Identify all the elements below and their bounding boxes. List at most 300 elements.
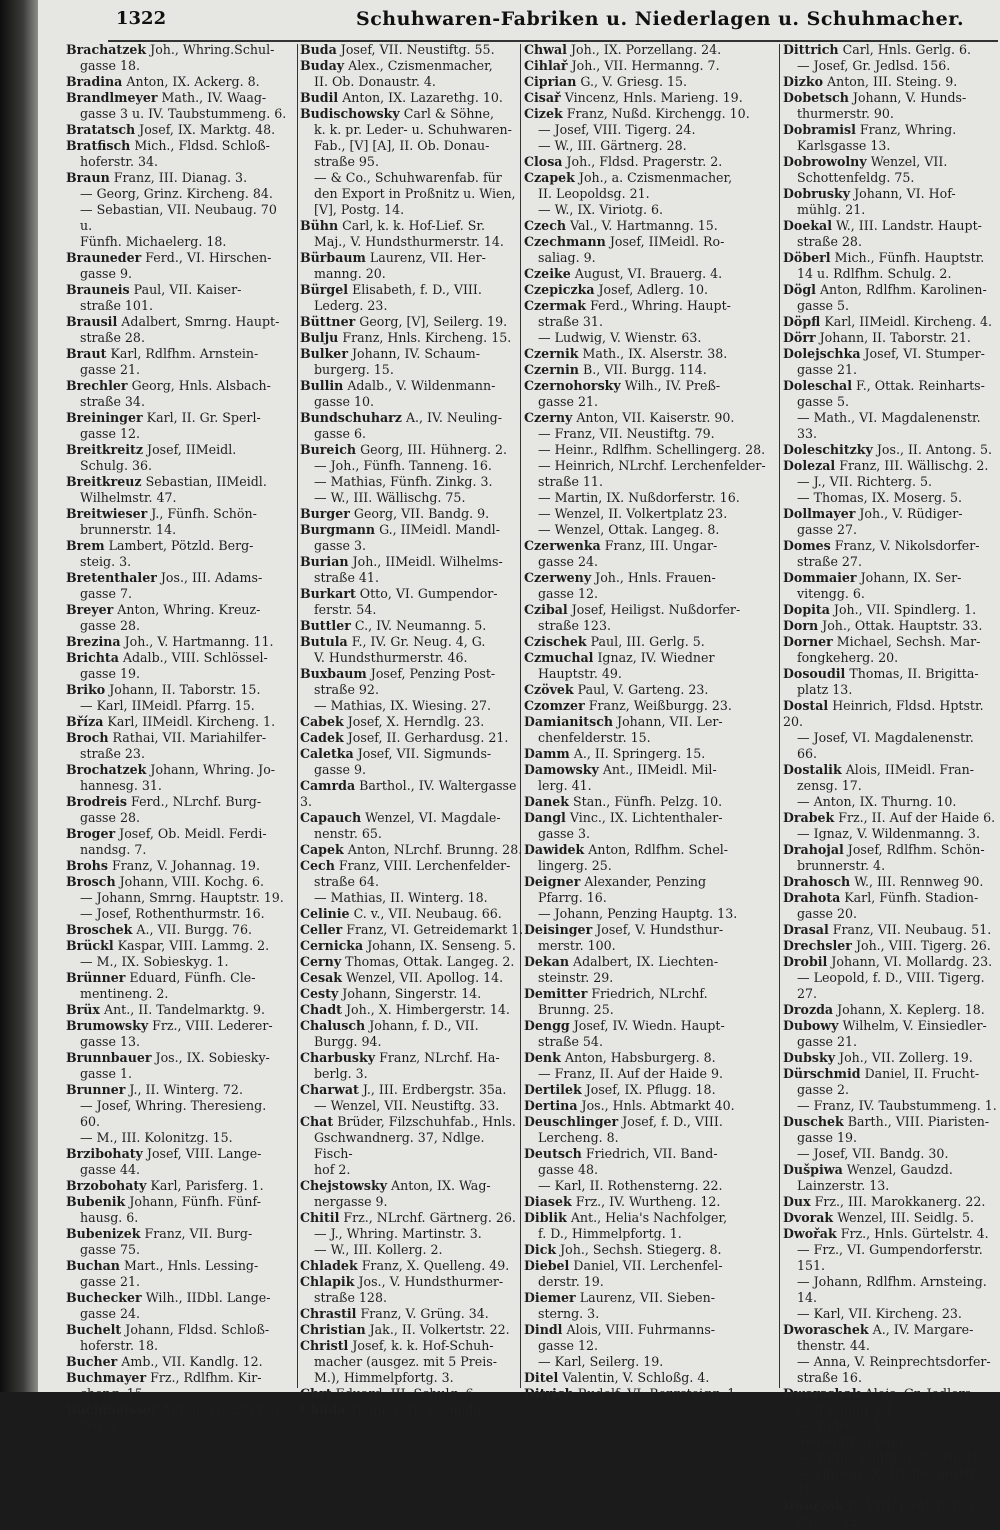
directory-entry bbox=[524, 266, 774, 282]
entry-text: — J., VII. Richterg. 5. bbox=[797, 474, 933, 489]
directory-entry bbox=[300, 1258, 524, 1274]
entry-text: straße 23. bbox=[80, 746, 145, 761]
entry-text: zyg. 21. bbox=[80, 1418, 130, 1433]
directory-entry bbox=[524, 282, 774, 298]
entry-continuation bbox=[66, 522, 290, 538]
entry-text: thenstr. 44. bbox=[797, 1338, 870, 1353]
entry-surname: Chlapik bbox=[300, 1274, 355, 1289]
directory-entry bbox=[66, 442, 290, 458]
directory-entry bbox=[524, 682, 774, 698]
entry-surname: Czibal bbox=[524, 602, 568, 617]
entry-text: gasse 21. bbox=[538, 394, 598, 409]
entry-surname: Czernik bbox=[524, 346, 579, 361]
entry-text: Franz, Whring. bbox=[859, 122, 957, 137]
entry-text: sterng. 3. bbox=[538, 1306, 600, 1321]
entry-text: — W., IX. Viriotg. 6. bbox=[538, 202, 663, 217]
entry-continuation bbox=[66, 298, 290, 314]
entry-continuation bbox=[524, 778, 774, 794]
entry-text: gasse 1. bbox=[80, 1066, 132, 1081]
entry-text: — Vincenz, X. Himbergerstr. 103. bbox=[797, 1466, 980, 1497]
entry-text: Anton, Habsburgerg. 8. bbox=[564, 1050, 716, 1065]
entry-continuation bbox=[524, 202, 774, 218]
entry-continuation bbox=[783, 906, 997, 922]
directory-entry bbox=[66, 410, 290, 426]
entry-text: Burgg. 94. bbox=[314, 1034, 382, 1049]
directory-entry bbox=[300, 506, 524, 522]
entry-text: Stan., Fünfh. Pelzg. 10. bbox=[573, 794, 723, 809]
entry-text: Alois, Gr. Jedlers- bbox=[864, 1386, 976, 1401]
entry-continuation bbox=[66, 1386, 290, 1402]
entry-surname: Drechsler bbox=[783, 938, 852, 953]
entry-surname: Dorner bbox=[783, 634, 833, 649]
directory-entry bbox=[783, 1322, 997, 1338]
entry-text: Josef, IX. Marktg. 48. bbox=[139, 122, 276, 137]
entry-text: Anton, III. Steing. 9. bbox=[827, 74, 958, 89]
directory-entry bbox=[783, 762, 997, 778]
directory-entry bbox=[300, 618, 524, 634]
entry-surname: Duschek bbox=[783, 1114, 844, 1129]
entry-text: Schulg. 36. bbox=[80, 458, 153, 473]
directory-entry bbox=[66, 1370, 290, 1386]
entry-text: — Karl, IIMeidl. Pfarrg. 15. bbox=[80, 698, 255, 713]
directory-entry bbox=[66, 714, 290, 730]
entry-text: Franz, III. Dianag. 3. bbox=[113, 170, 248, 185]
entry-text: Johann, II. Taborstr. 21. bbox=[819, 330, 971, 345]
entry-text: Franz, III. Wällischg. 2. bbox=[839, 458, 989, 473]
entry-continuation bbox=[300, 1194, 524, 1210]
entry-text: Johann, Fldsd. Schloß- bbox=[125, 1322, 270, 1337]
entry-text: Mart., Hnls. Lessing- bbox=[123, 1258, 259, 1273]
directory-entry bbox=[300, 1178, 524, 1194]
entry-continuation bbox=[524, 506, 774, 522]
entry-surname: Cabek bbox=[300, 714, 344, 729]
entry-surname: Dolezal bbox=[783, 458, 836, 473]
entry-text: Lercheng. 8. bbox=[538, 1130, 619, 1145]
entry-continuation bbox=[300, 1162, 524, 1178]
entry-text: M.), Himmelpfortg. 3. bbox=[314, 1370, 454, 1385]
entry-continuation bbox=[783, 1242, 997, 1274]
entry-surname: Breitkreitz bbox=[66, 442, 144, 457]
entry-text: Karl, Parisferg. 1. bbox=[150, 1178, 264, 1193]
directory-entry bbox=[300, 858, 524, 874]
entry-text: Franz, VII. Burg- bbox=[144, 1226, 253, 1241]
entry-text: Wenzel, III. Seidlg. 5. bbox=[837, 1210, 975, 1225]
entry-surname: Brezina bbox=[66, 634, 121, 649]
entry-surname: Drahota bbox=[783, 890, 841, 905]
entry-continuation bbox=[66, 1034, 290, 1050]
entry-text: Otto, VI. Gumpendor- bbox=[359, 586, 498, 601]
entry-continuation bbox=[66, 1306, 290, 1322]
entry-continuation bbox=[524, 1274, 774, 1290]
entry-surname: Capauch bbox=[300, 810, 362, 825]
entry-surname: Bratfisch bbox=[66, 138, 131, 153]
entry-text: Georg, [V], Seilerg. 19. bbox=[359, 314, 508, 329]
directory-entry bbox=[783, 538, 997, 554]
entry-text: — Ignaz, V. Wildenmanng. 3. bbox=[797, 826, 980, 841]
entry-text: — Johann, Penzing Hauptg. 13. bbox=[538, 906, 738, 921]
entry-surname: Dertilek bbox=[524, 1082, 582, 1097]
entry-text: Wilh., IIDbl. Lange- bbox=[145, 1290, 271, 1305]
directory-entry bbox=[66, 346, 290, 362]
entry-text: Math., IV. Waag- bbox=[161, 90, 267, 105]
entry-continuation bbox=[66, 906, 290, 922]
entry-text: Barth., VIII. Piaristen- bbox=[847, 1114, 990, 1129]
entry-surname: Bürbaum bbox=[300, 250, 366, 265]
entry-text: 14 u. Rdlfhm. Schulg. 2. bbox=[797, 266, 952, 281]
entry-continuation bbox=[300, 570, 524, 586]
entry-surname: Buchecker bbox=[66, 1290, 142, 1305]
entry-text: nenstr. 65. bbox=[314, 826, 382, 841]
entry-text: Anton, Whring. Kreuz- bbox=[117, 602, 261, 617]
entry-surname: Brandlmeyer bbox=[66, 90, 158, 105]
entry-text: August, VI. Brauerg. 4. bbox=[574, 266, 723, 281]
entry-continuation bbox=[783, 682, 997, 698]
entry-surname: Buttler bbox=[300, 618, 351, 633]
entry-text: Johann, VI. Mollardg. 23. bbox=[831, 954, 993, 969]
entry-continuation bbox=[524, 186, 774, 202]
directory-entry bbox=[524, 602, 774, 618]
entry-text: Wilh., IV. Preß- bbox=[624, 378, 721, 393]
entry-surname: Czomzer bbox=[524, 698, 585, 713]
entry-surname: Brochatzek bbox=[66, 762, 147, 777]
entry-text: gasse 3. bbox=[314, 538, 366, 553]
entry-text: Joh., IX. Porzellang. 24. bbox=[570, 42, 722, 57]
entry-text: gasse 48. bbox=[538, 1162, 598, 1177]
entry-continuation bbox=[783, 474, 997, 490]
entry-surname: Diemer bbox=[524, 1290, 576, 1305]
directory-entry bbox=[300, 586, 524, 602]
column-2 bbox=[300, 42, 524, 1417]
entry-text: straße 54. bbox=[538, 1034, 603, 1049]
column-divider bbox=[779, 44, 780, 1388]
entry-text: gasse 5. bbox=[797, 298, 849, 313]
entry-text: steinstr. 29. bbox=[538, 970, 614, 985]
entry-surname: Breyer bbox=[66, 602, 114, 617]
entry-text: Rathai, VII. Mariahilfer- bbox=[112, 730, 267, 745]
entry-text: Franz, VII. Neubaug. 51. bbox=[832, 922, 992, 937]
entry-text: dorf Bahng. 64. bbox=[797, 1402, 897, 1417]
entry-surname: Cizek bbox=[524, 106, 563, 121]
entry-text: Georg, Hnls. Alsbach- bbox=[131, 378, 271, 393]
entry-continuation bbox=[300, 1130, 524, 1162]
entry-continuation bbox=[300, 74, 524, 90]
entry-surname: Czapek bbox=[524, 170, 575, 185]
entry-surname: Dušpiwa bbox=[783, 1162, 843, 1177]
entry-text: — Josef, VI. Magdalenenstr. 66. bbox=[797, 730, 974, 761]
directory-entry bbox=[300, 106, 524, 122]
directory-entry bbox=[66, 474, 290, 490]
entry-text: Georg, III. Hühnerg. 2. bbox=[360, 442, 508, 457]
entry-text: gasse 21. bbox=[80, 362, 140, 377]
directory-entry bbox=[783, 1050, 997, 1066]
entry-continuation bbox=[524, 522, 774, 538]
entry-text: Thomas, Ottak. Langeg. 2. bbox=[345, 954, 515, 969]
entry-text: V. Hundsthurmerstr. 46. bbox=[314, 650, 468, 665]
entry-text: Laurenz, VII. Her- bbox=[369, 250, 486, 265]
entry-text: Kaspar, VIII. Lammg. 2. bbox=[117, 938, 270, 953]
entry-text: Joh., IIMeidl. Wilhelms- bbox=[352, 554, 503, 569]
entry-text: Wilhelm, V. Einsiedler- bbox=[842, 1018, 987, 1033]
entry-text: — Georg, Grinz. Kircheng. 84. bbox=[80, 186, 273, 201]
entry-text: Josef, Rdlfhm. Schön- bbox=[847, 842, 985, 857]
entry-surname: Ditel bbox=[524, 1370, 559, 1385]
entry-continuation bbox=[66, 106, 290, 122]
entry-continuation bbox=[300, 1034, 524, 1050]
directory-entry bbox=[524, 1098, 774, 1114]
entry-text: gasse 5. bbox=[797, 394, 849, 409]
directory-entry bbox=[524, 1146, 774, 1162]
entry-surname: Czechmann bbox=[524, 234, 606, 249]
entry-surname: Deutsch bbox=[524, 1146, 582, 1161]
directory-entry bbox=[783, 634, 997, 650]
entry-text: gasse 18. bbox=[80, 58, 140, 73]
entry-surname: Dindl bbox=[524, 1322, 563, 1337]
directory-entry bbox=[524, 362, 774, 378]
entry-continuation bbox=[66, 1274, 290, 1290]
entry-continuation bbox=[300, 1290, 524, 1306]
entry-surname: Cernicka bbox=[300, 938, 364, 953]
entry-text: straße 92. bbox=[314, 682, 379, 697]
entry-text: Amb., VII. Kandlg. 12. bbox=[121, 1354, 263, 1369]
directory-entry bbox=[66, 314, 290, 330]
entry-surname: Budil bbox=[300, 90, 339, 105]
entry-text: gasse 6. bbox=[314, 426, 366, 441]
entry-text: Wenzel, VI. Magdale- bbox=[365, 810, 501, 825]
entry-surname: Damm bbox=[524, 746, 570, 761]
entry-text: gasse 10. bbox=[314, 394, 374, 409]
directory-entry bbox=[66, 874, 290, 890]
entry-text: Adalbert, Smrng. Haupt- bbox=[121, 314, 280, 329]
directory-entry bbox=[66, 1050, 290, 1066]
entry-text: Anton, IX. Lazarethg. 10. bbox=[342, 90, 503, 105]
directory-entry bbox=[783, 1498, 997, 1514]
directory-entry bbox=[66, 1018, 290, 1034]
entry-surname: Burgmann bbox=[300, 522, 376, 537]
directory-entry bbox=[66, 378, 290, 394]
entry-text: Franz, NLrchf. Ha- bbox=[379, 1050, 500, 1065]
entry-surname: Briko bbox=[66, 682, 106, 697]
directory-entry bbox=[66, 506, 290, 522]
entry-text: Ignaz, IV. Wiedner bbox=[597, 650, 715, 665]
directory-entry bbox=[783, 1162, 997, 1178]
entry-surname: Cesty bbox=[300, 986, 339, 1001]
entry-surname: Brauneis bbox=[66, 282, 130, 297]
entry-continuation bbox=[783, 58, 997, 74]
entry-continuation bbox=[66, 458, 290, 474]
entry-surname: Bulker bbox=[300, 346, 348, 361]
directory-entry bbox=[66, 74, 290, 90]
entry-text: Hauptstr. 49. bbox=[538, 666, 622, 681]
entry-text: Josef, Penzing Post- bbox=[370, 666, 496, 681]
directory-entry bbox=[524, 1114, 774, 1130]
entry-continuation bbox=[66, 1338, 290, 1354]
entry-surname: Cisař bbox=[524, 90, 561, 105]
directory-entry bbox=[524, 762, 774, 778]
entry-surname: Bureich bbox=[300, 442, 357, 457]
directory-entry bbox=[524, 842, 774, 858]
directory-entry bbox=[300, 1306, 524, 1322]
entry-text: Ant., IIMeidl. Mil- bbox=[602, 762, 717, 777]
entry-surname: Burger bbox=[300, 506, 350, 521]
entry-continuation bbox=[66, 698, 290, 714]
entry-surname: Capek bbox=[300, 842, 344, 857]
entry-continuation bbox=[783, 730, 997, 762]
entry-text: Johann, V. Hunds- bbox=[852, 90, 967, 105]
directory-entry bbox=[66, 1178, 290, 1194]
entry-text: Johann, VI. Hof- bbox=[854, 186, 956, 201]
entry-surname: Döpfl bbox=[783, 314, 821, 329]
entry-text: Frz., VIII. Lederer- bbox=[152, 1018, 273, 1033]
entry-text: Brunng. 25. bbox=[538, 1002, 614, 1017]
entry-text: fongkeherg. 20. bbox=[797, 650, 899, 665]
directory-entry bbox=[300, 970, 524, 986]
entry-surname: Cesak bbox=[300, 970, 343, 985]
entry-text: straße 64. bbox=[314, 874, 379, 889]
entry-text: Josef, VIII. Lange- bbox=[146, 1146, 262, 1161]
entry-surname: Chitil bbox=[300, 1210, 340, 1225]
entry-continuation bbox=[66, 778, 290, 794]
entry-text: Johann, IX. Senseng. 5. bbox=[367, 938, 516, 953]
directory-entry bbox=[66, 138, 290, 154]
entry-text: Joh., VII. Hermanng. 7. bbox=[571, 58, 720, 73]
directory-entry bbox=[524, 650, 774, 666]
entry-text: — Anton, IX. Thurng. 10. bbox=[797, 794, 957, 809]
entry-text: Franz, V. Nikolsdorfer- bbox=[834, 538, 980, 553]
entry-text: Johann, Singerstr. 14. bbox=[342, 986, 482, 1001]
directory-entry bbox=[783, 842, 997, 858]
entry-text: — Thomas, IX. Moserg. 5. bbox=[797, 490, 963, 505]
entry-text: II. Ob. Donaustr. 4. bbox=[314, 74, 436, 89]
entry-text: A., IV. Neuling- bbox=[405, 410, 502, 425]
entry-text: Josef, II. Gerhardusg. 21. bbox=[347, 730, 509, 745]
entry-continuation bbox=[524, 1162, 774, 1178]
entry-text: mühlg. 21. bbox=[797, 202, 866, 217]
entry-text: — Anton, Fünfh. Turnerg. 16. bbox=[797, 1450, 986, 1465]
entry-surname: Brauneder bbox=[66, 250, 142, 265]
entry-text: A., IV. Margare- bbox=[872, 1322, 974, 1337]
entry-continuation bbox=[300, 458, 524, 474]
directory-entry bbox=[300, 1002, 524, 1018]
entry-text: B., VII. Burgg. 114. bbox=[582, 362, 707, 377]
entry-text: — M., IX. Sobieskyg. 1. bbox=[80, 954, 229, 969]
entry-text: Frz., II. Auf der Haide 6. bbox=[838, 810, 996, 825]
directory-entry bbox=[524, 1194, 774, 1210]
entry-text: gasse 12. bbox=[538, 586, 598, 601]
entry-text: Mich., Fünfh. Hauptstr. bbox=[834, 250, 985, 265]
entry-text: Joh., Hnls. Frauen- bbox=[595, 570, 716, 585]
directory-entry bbox=[524, 1082, 774, 1098]
entry-surname: Brechler bbox=[66, 378, 128, 393]
directory-entry bbox=[783, 810, 997, 826]
entry-text: Jos., III. Adams- bbox=[160, 570, 263, 585]
entry-continuation bbox=[524, 394, 774, 410]
entry-text: straße 123. bbox=[538, 618, 611, 633]
directory-entry bbox=[783, 570, 997, 586]
entry-text: Franz, VIII. Lerchenfelder- bbox=[338, 858, 511, 873]
entry-continuation bbox=[783, 490, 997, 506]
directory-entry bbox=[66, 922, 290, 938]
entry-surname: Czeike bbox=[524, 266, 571, 281]
entry-surname: Ciprian bbox=[524, 74, 577, 89]
entry-text: F., Ottak. Reinharts- bbox=[856, 378, 985, 393]
entry-surname: Buday bbox=[300, 58, 345, 73]
page-edge bbox=[0, 0, 38, 1392]
entry-continuation bbox=[524, 858, 774, 874]
entry-text: — Joh., Fünfh. Tanneng. 16. bbox=[314, 458, 492, 473]
entry-text: — Martin, IX. Nußdorferstr. 16. bbox=[538, 490, 740, 505]
directory-entry bbox=[66, 730, 290, 746]
entry-text: gasse 12. bbox=[538, 1338, 598, 1353]
entry-text: manng. 20. bbox=[314, 266, 386, 281]
entry-continuation bbox=[783, 1338, 997, 1354]
entry-continuation bbox=[300, 826, 524, 842]
entry-continuation bbox=[524, 330, 774, 346]
entry-text: Daniel, II. Frucht- bbox=[864, 1066, 980, 1081]
entry-text: Josef, X. Herndlg. 23. bbox=[347, 714, 485, 729]
entry-surname: Burkart bbox=[300, 586, 356, 601]
entry-text: — Karl, Seilerg. 19. bbox=[538, 1354, 664, 1369]
entry-text: — Math., VI. Magdalenenstr. 33. bbox=[797, 410, 981, 441]
entry-text: gasse 3 u. IV. Taubstummeng. 6. bbox=[80, 106, 287, 121]
entry-text: Jos., IX. Sobiesky- bbox=[155, 1050, 270, 1065]
entry-surname: Bubenik bbox=[66, 1194, 126, 1209]
entry-text: Josef, IIMeidl. bbox=[147, 442, 237, 457]
entry-text: — W., III. Wällischg. 75. bbox=[314, 490, 466, 505]
entry-surname: Chuda bbox=[300, 1402, 346, 1417]
entry-continuation bbox=[783, 1418, 997, 1450]
entry-continuation bbox=[66, 554, 290, 570]
entry-surname: Denk bbox=[524, 1050, 561, 1065]
entry-text: Joh., V. Rüdiger- bbox=[859, 506, 963, 521]
entry-text: merstr. 100. bbox=[538, 938, 616, 953]
entry-surname: Dengg bbox=[524, 1018, 570, 1033]
directory-entry bbox=[300, 1322, 524, 1338]
entry-continuation bbox=[783, 1354, 997, 1370]
entry-text: brunnerstr. 4. bbox=[797, 858, 886, 873]
entry-continuation bbox=[66, 890, 290, 906]
directory-entry bbox=[524, 794, 774, 810]
entry-continuation bbox=[783, 858, 997, 874]
directory-entry bbox=[300, 442, 524, 458]
directory-entry bbox=[524, 954, 774, 970]
entry-surname: Drobil bbox=[783, 954, 828, 969]
entry-surname: Dertina bbox=[524, 1098, 578, 1113]
entry-continuation bbox=[783, 106, 997, 122]
entry-surname: Buchan bbox=[66, 1258, 120, 1273]
entry-text: Carl, k. k. Hof-Lief. Sr. bbox=[342, 218, 485, 233]
entry-surname: Bříza bbox=[66, 714, 104, 729]
entry-surname: Chejstowsky bbox=[300, 1178, 388, 1193]
entry-text: Joh., VII. Spindlerg. 1. bbox=[833, 602, 977, 617]
entry-surname: Dawidek bbox=[524, 842, 585, 857]
entry-surname: Dörr bbox=[783, 330, 816, 345]
entry-text: — & Co., Schuhwarenfab. für bbox=[314, 170, 502, 185]
entry-text: Johann, IV. Schaum- bbox=[351, 346, 480, 361]
entry-surname: Czerny bbox=[524, 410, 573, 425]
entry-text: Ferd., NLrchf. Burg- bbox=[131, 794, 262, 809]
directory-entry bbox=[524, 634, 774, 650]
entry-continuation bbox=[783, 298, 997, 314]
entry-text: Jos., V. Hundsthurmer- bbox=[358, 1274, 504, 1289]
entry-text: Val., V. Hartmanng. 15. bbox=[570, 218, 718, 233]
entry-continuation bbox=[300, 154, 524, 170]
entry-text: — Karl, II. Rothensterng. 22. bbox=[538, 1178, 723, 1193]
directory-entry bbox=[300, 250, 524, 266]
entry-text: Joh., VII. Zollerg. 19. bbox=[839, 1050, 973, 1065]
entry-surname: Czech bbox=[524, 218, 567, 233]
entry-text: — Heinrich, NLrchf. Lerchenfelder- bbox=[538, 458, 766, 473]
entry-text: Karl, Rdlfhm. Arnstein- bbox=[110, 346, 259, 361]
